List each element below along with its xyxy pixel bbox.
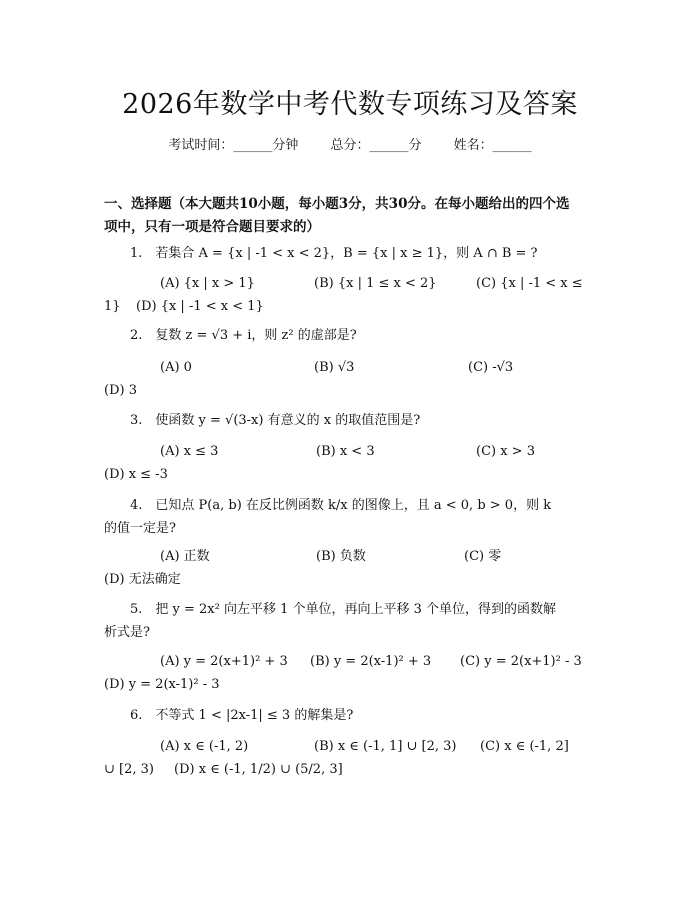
section-heading-line-1: 一、选择题（本大题共10小题，每小题3分，共30分。在每小题给出的四个选	[104, 196, 570, 212]
question-5-stem: 5. 把 y = 2x² 向左平移 1 个单位，再向上平移 3 个单位，得到的函数解 析式是?	[104, 602, 557, 640]
option-b: (B) √3	[314, 360, 355, 375]
question-4-options	[104, 545, 604, 591]
total-score-field: 总分：______分	[330, 138, 422, 153]
option-d: (D) {x | -1 < x < 1}	[136, 299, 264, 314]
option-d: (D) 无法确定	[104, 572, 181, 587]
option-c: (C) y = 2(x+1)² - 3	[460, 654, 582, 669]
option-b: (B) x < 3	[316, 444, 375, 459]
question-5-options	[104, 650, 604, 696]
section-heading	[104, 193, 604, 239]
question-6-options	[104, 735, 604, 781]
option-c: (C) {x | -1 < x ≤	[476, 276, 583, 291]
page-title: 2026年数学中考代数专项练习及答案	[122, 89, 578, 120]
option-d: (D) x ≤ -3	[104, 467, 168, 482]
option-c-continued: 1}	[104, 299, 121, 314]
question-1-options	[104, 272, 604, 318]
question-1-stem: 1. 若集合 A = {x | -1 < x < 2}，B = {x | x ≥ 1}，则 A ∩ B = ?	[130, 246, 538, 261]
option-a: (A) x ≤ 3	[160, 444, 219, 459]
question-3-stem: 3. 使函数 y = √(3-x) 有意义的 x 的取值范围是?	[130, 413, 421, 428]
option-b: (B) y = 2(x-1)² + 3	[310, 654, 432, 669]
question-4-stem: 4. 已知点 P(a, b) 在反比例函数 k/x 的图像上，且 a < 0, b > 0，则 k 的值一定是?	[104, 498, 552, 536]
exam-info-line	[0, 134, 700, 153]
exam-time-field: 考试时间：______分钟	[168, 138, 299, 153]
option-c: (C) 零	[464, 549, 502, 564]
option-a: (A) {x | x > 1}	[160, 276, 255, 291]
option-a: (A) 正数	[160, 549, 210, 564]
option-c-continued: ∪ [2, 3)	[104, 762, 154, 777]
option-b: (B) {x | 1 ≤ x < 2}	[314, 276, 437, 291]
option-b: (B) 负数	[316, 549, 366, 564]
option-d: (D) x ∈ (-1, 1/2) ∪ (5/2, 3]	[174, 762, 343, 777]
question-6-stem: 6. 不等式 1 < |2x-1| ≤ 3 的解集是?	[130, 708, 354, 723]
option-c: (C) x ∈ (-1, 2]	[480, 739, 569, 754]
question-2-stem: 2. 复数 z = √3 + i，则 z² 的虚部是?	[130, 328, 357, 343]
option-d: (D) y = 2(x-1)² - 3	[104, 677, 220, 692]
question-2-options	[104, 356, 604, 402]
option-c: (C) x > 3	[476, 444, 535, 459]
student-name-field: 姓名：______	[453, 138, 532, 153]
option-a: (A) 0	[160, 360, 192, 375]
question-3-options	[104, 440, 604, 486]
option-b: (B) x ∈ (-1, 1] ∪ [2, 3)	[314, 739, 457, 754]
section-heading-line-2: 项中，只有一项是符合题目要求的）	[104, 219, 320, 235]
option-c: (C) -√3	[468, 360, 514, 375]
option-d: (D) 3	[104, 383, 137, 398]
option-a: (A) x ∈ (-1, 2)	[160, 739, 249, 754]
option-a: (A) y = 2(x+1)² + 3	[160, 654, 288, 669]
